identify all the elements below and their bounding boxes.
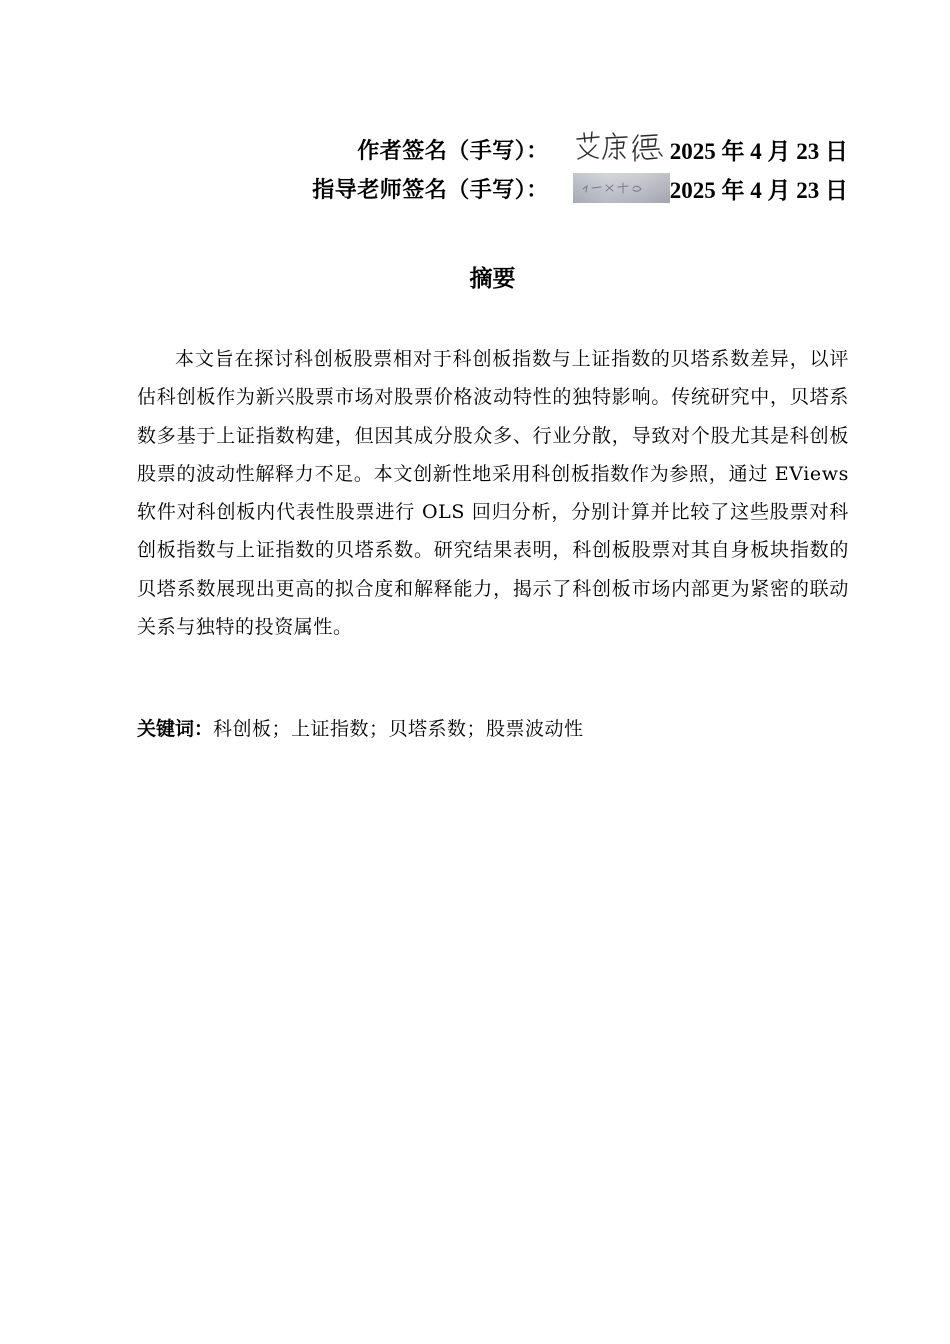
blurred-signature-image <box>573 173 670 203</box>
keywords-line <box>137 711 849 747</box>
advisor-handwritten-signature-blurred <box>573 173 670 203</box>
handwritten-signature-image <box>573 130 670 164</box>
advisor-signature-label: 指导老师签名（手写）： <box>312 177 549 203</box>
abstract-body: 本文旨在探讨科创板股票相对于科创板指数与上证指数的贝塔系数差异，以评估科创板作为新兴股票市场对股票价格波动特性的独特影响。传统研究中，贝塔系数多基于上证指数构建，但因其成分股众多、行业分散，导致对个股尤其是科创板股票的波动性解释力不足。本文创新性地采用科创板指数作为参照，通过 EViews 软件对科创板内代表性股票进行 OLS 回归分析，分别计算并比较了这些股票对科创板指数与上证指数的贝塔系数。研究结果表明，科创板股票对其自身板块指数的贝塔系数展现出更高的拟合度和解释能力，揭示了科创板市场内部更为紧密的联动关系与独特的投资属性。 <box>137 348 849 639</box>
author-signature-label: 作者签名（手写）： <box>357 138 549 164</box>
keywords-label: 关键词： <box>137 718 214 740</box>
advisor-signature-row <box>312 168 848 208</box>
author-handwritten-signature <box>573 134 670 164</box>
author-signature-row <box>357 129 848 169</box>
keywords-text: 科创板；上证指数；贝塔系数；股票波动性 <box>213 718 584 740</box>
abstract-title: 摘要 <box>469 266 516 292</box>
author-signature-date: 2025 年 4 月 23 日 <box>669 138 848 164</box>
advisor-signature-date: 2025 年 4 月 23 日 <box>669 177 848 203</box>
